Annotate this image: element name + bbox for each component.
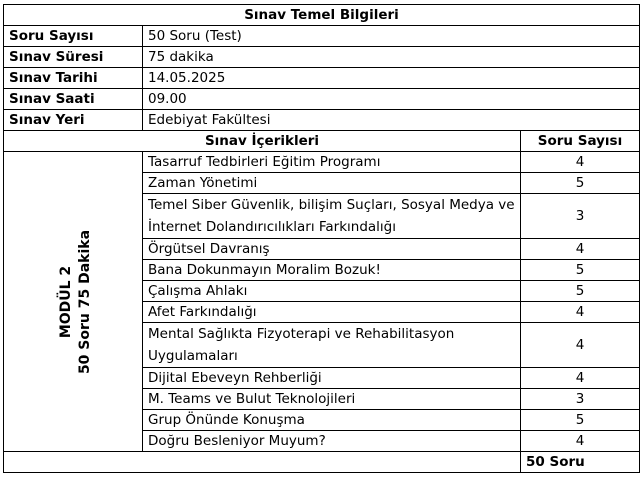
count-header: Soru Sayısı bbox=[521, 131, 640, 152]
topic-count: 4 bbox=[521, 152, 640, 173]
topic-count: 5 bbox=[521, 281, 640, 302]
module-title: MODÜL 2 bbox=[58, 265, 75, 338]
info-label: Sınav Tarihi bbox=[4, 68, 143, 89]
table-row bbox=[4, 152, 640, 173]
info-row bbox=[4, 47, 640, 68]
topic-name: Bana Dokunmayın Moralim Bozuk! bbox=[143, 260, 521, 281]
info-row bbox=[4, 110, 640, 131]
total-count: 50 Soru bbox=[521, 452, 640, 473]
topic-name: Doğru Besleniyor Muyum? bbox=[143, 431, 521, 452]
topic-count: 4 bbox=[521, 239, 640, 260]
info-value: 75 dakika bbox=[143, 47, 640, 68]
total-spacer bbox=[4, 452, 521, 473]
info-row bbox=[4, 68, 640, 89]
topic-name: Grup Önünde Konuşma bbox=[143, 410, 521, 431]
module-label bbox=[57, 229, 95, 373]
info-label: Soru Sayısı bbox=[4, 26, 143, 47]
topic-count: 5 bbox=[521, 260, 640, 281]
topic-count: 4 bbox=[521, 302, 640, 323]
table-title: Sınav Temel Bilgileri bbox=[4, 5, 640, 26]
topic-name: Mental Sağlıkta Fizyoterapi ve Rehabilitasyon Uygulamaları bbox=[143, 323, 521, 368]
content-header-row bbox=[4, 131, 640, 152]
content-header: Sınav İçerikleri bbox=[4, 131, 521, 152]
topic-name: Çalışma Ahlakı bbox=[143, 281, 521, 302]
info-value: 09.00 bbox=[143, 89, 640, 110]
topic-count: 5 bbox=[521, 410, 640, 431]
info-value: 50 Soru (Test) bbox=[143, 26, 640, 47]
topic-name: Temel Siber Güvenlik, bilişim Suçları, Sosyal Medya ve İnternet Dolandırıcılıkları Farkındalığı bbox=[143, 194, 521, 239]
info-value: 14.05.2025 bbox=[143, 68, 640, 89]
topic-count: 5 bbox=[521, 173, 640, 194]
module-label-cell bbox=[4, 152, 143, 452]
info-row bbox=[4, 26, 640, 47]
module-subtitle: 50 Soru 75 Dakika bbox=[77, 229, 94, 374]
total-row bbox=[4, 452, 640, 473]
topic-count: 4 bbox=[521, 368, 640, 389]
topic-count: 3 bbox=[521, 389, 640, 410]
topic-count: 4 bbox=[521, 323, 640, 368]
topic-count: 3 bbox=[521, 194, 640, 239]
info-value: Edebiyat Fakültesi bbox=[143, 110, 640, 131]
topic-name: M. Teams ve Bulut Teknolojileri bbox=[143, 389, 521, 410]
title-row bbox=[4, 5, 640, 26]
info-label: Sınav Saati bbox=[4, 89, 143, 110]
topic-name: Tasarruf Tedbirleri Eğitim Programı bbox=[143, 152, 521, 173]
exam-info-table bbox=[3, 4, 640, 473]
topic-name: Dijital Ebeveyn Rehberliği bbox=[143, 368, 521, 389]
info-row bbox=[4, 89, 640, 110]
topic-name: Örgütsel Davranış bbox=[143, 239, 521, 260]
topic-name: Afet Farkındalığı bbox=[143, 302, 521, 323]
topic-name: Zaman Yönetimi bbox=[143, 173, 521, 194]
info-label: Sınav Yeri bbox=[4, 110, 143, 131]
info-label: Sınav Süresi bbox=[4, 47, 143, 68]
topic-count: 4 bbox=[521, 431, 640, 452]
